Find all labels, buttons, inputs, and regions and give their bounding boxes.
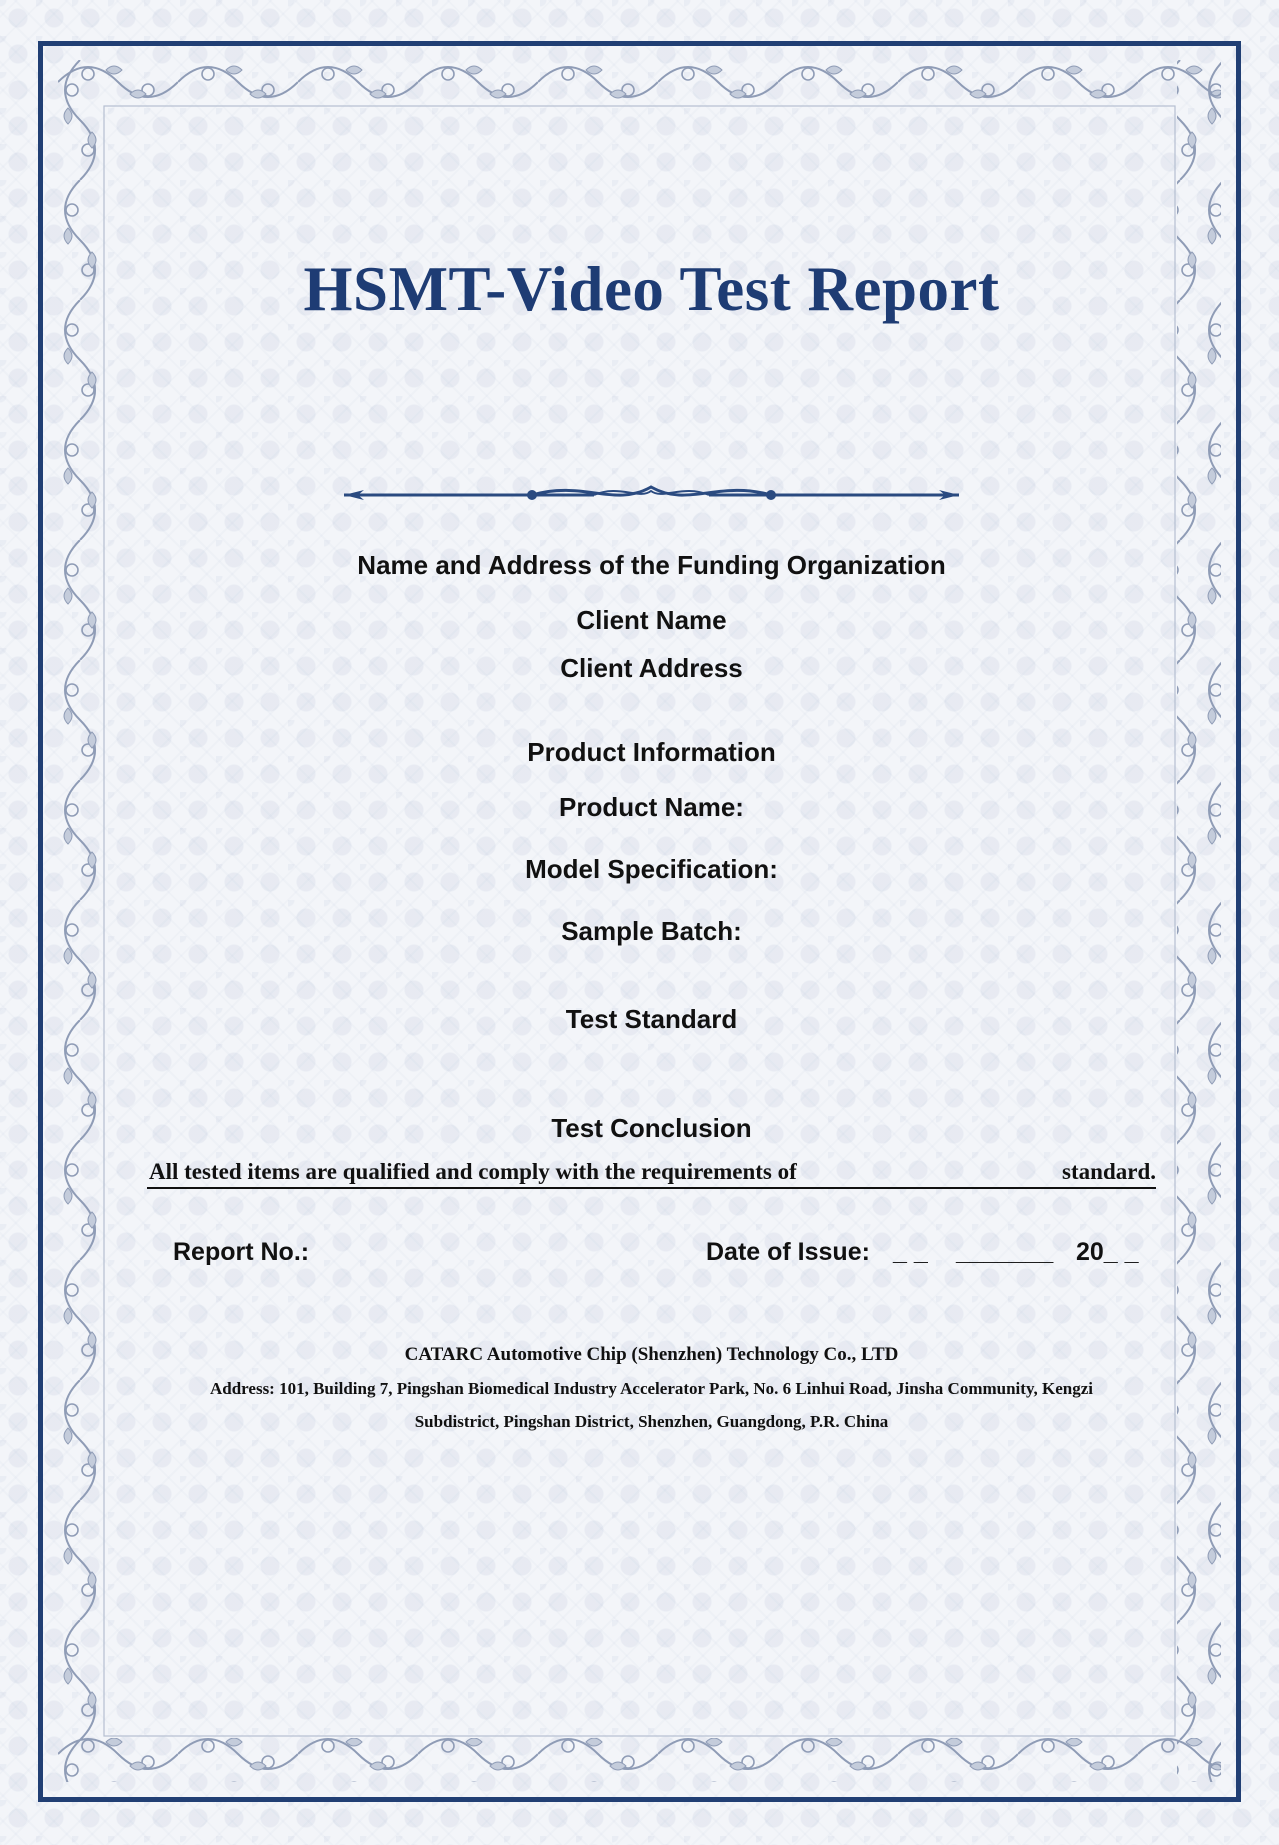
date-of-issue-label: Date of Issue: <box>706 1238 870 1266</box>
test-conclusion-heading: Test Conclusion <box>551 1113 752 1143</box>
company-address-line2: Subdistrict, Pingshan District, Shenzhen, Guangdong, P.R. China <box>414 1412 889 1431</box>
client-address-label: Client Address <box>560 653 743 683</box>
sample-batch-label: Sample Batch: <box>561 916 742 946</box>
date-day-blank: _ _ <box>893 1238 928 1266</box>
date-month-blank: _______ <box>956 1238 1054 1266</box>
conclusion-statement-prefix: All tested items are qualified and comply with the requirements of <box>149 1159 797 1184</box>
report-title: HSMT-Video Test Report <box>303 254 1000 324</box>
funding-heading: Name and Address of the Funding Organization <box>357 550 946 580</box>
conclusion-statement-suffix: standard. <box>1062 1159 1156 1184</box>
product-name-label: Product Name: <box>559 792 744 822</box>
test-standard-label: Test Standard <box>565 1004 738 1034</box>
conclusion-statement <box>147 1157 1156 1189</box>
company-address-line1: Address: 101, Building 7, Pingshan Biomedical Industry Accelerator Park, No. 6 Linhui Road, Jinsha Community, Kengzi <box>209 1379 1093 1398</box>
ornamental-divider <box>344 478 959 512</box>
model-spec-label: Model Specification: <box>525 854 778 884</box>
product-info-heading: Product Information <box>527 737 776 767</box>
client-name-label: Client Name <box>576 605 727 635</box>
date-year-blank: 20_ _ <box>1076 1238 1139 1266</box>
company-name: CATARC Automotive Chip (Shenzhen) Technology Co., LTD <box>404 1344 899 1365</box>
report-number-label: Report No.: <box>173 1238 310 1266</box>
